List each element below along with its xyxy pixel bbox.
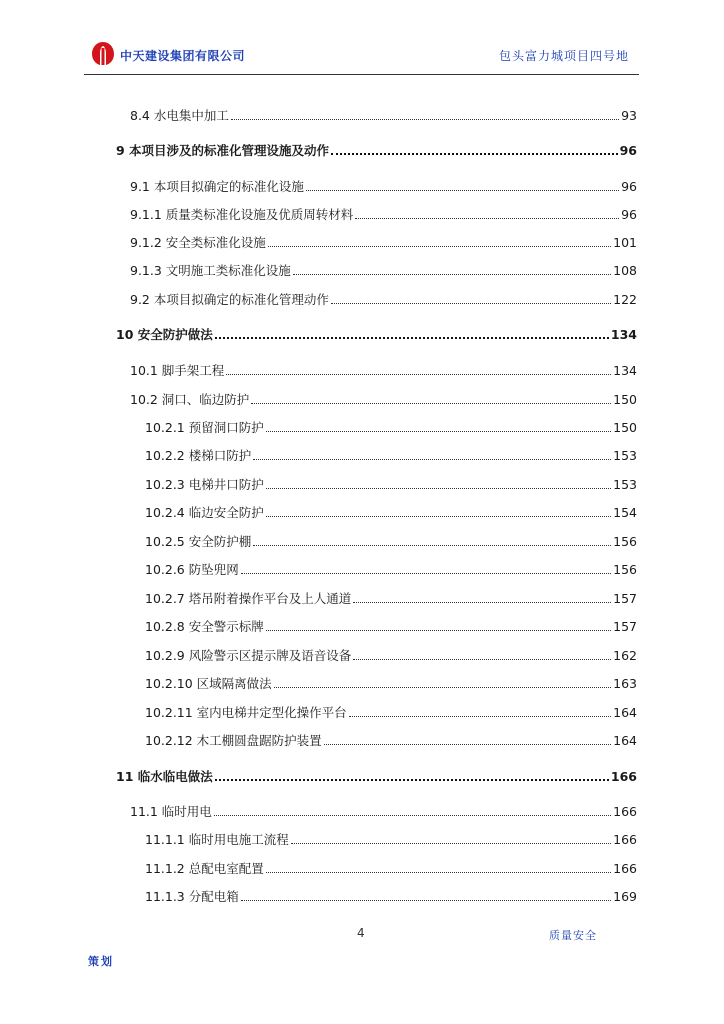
toc-entry[interactable] xyxy=(116,141,637,159)
toc-entry-page: 156 xyxy=(613,562,637,577)
company-name: 中天建设集团有限公司 xyxy=(120,49,246,63)
toc-entry[interactable] xyxy=(130,233,637,251)
toc-entry-title: 10.2.6 防坠兜网 xyxy=(145,562,239,577)
toc-entry-page: 162 xyxy=(613,648,637,663)
toc-dot-leader xyxy=(353,601,611,603)
toc-entry-title: 10.2.9 风险警示区提示牌及语音设备 xyxy=(145,648,352,663)
toc-dot-leader xyxy=(241,899,611,901)
toc-dot-leader xyxy=(293,273,611,275)
toc-entry-title: 10.2.1 预留洞口防护 xyxy=(145,420,264,435)
toc-entry[interactable] xyxy=(145,446,637,464)
toc-entry-title: 11.1.1 临时用电施工流程 xyxy=(145,832,289,847)
toc-dot-leader xyxy=(253,458,611,460)
toc-entry[interactable] xyxy=(145,418,637,436)
toc-entry-page: 96 xyxy=(621,207,637,222)
toc-entry-title: 9.1.1 质量类标准化设施及优质周转材料 xyxy=(130,207,354,222)
toc-entry-page: 166 xyxy=(610,769,637,784)
toc-entry-page: 153 xyxy=(613,448,637,463)
toc-entry[interactable] xyxy=(145,503,637,521)
toc-entry[interactable] xyxy=(130,205,637,223)
toc-entry-page: 96 xyxy=(619,143,637,158)
company-logo-icon xyxy=(90,40,116,66)
toc-entry-page: 157 xyxy=(613,591,637,606)
toc-entry[interactable] xyxy=(145,589,637,607)
toc-dot-leader xyxy=(291,842,611,844)
toc-entry-page: 157 xyxy=(613,619,637,634)
toc-entry-title: 10.2.3 电梯井口防护 xyxy=(145,477,264,492)
toc-dot-leader xyxy=(215,778,609,781)
toc-entry-title: 10.2.5 安全防护棚 xyxy=(145,534,252,549)
toc-entry[interactable] xyxy=(145,703,637,721)
toc-entry-page: 122 xyxy=(613,292,637,307)
toc-entry-title: 11.1.3 分配电箱 xyxy=(145,889,239,904)
toc-entry[interactable] xyxy=(145,617,637,635)
toc-entry-page: 93 xyxy=(621,108,637,123)
toc-entry-page: 134 xyxy=(610,327,637,342)
toc-dot-leader xyxy=(231,118,619,120)
toc-entry-page: 164 xyxy=(613,705,637,720)
toc-entry-title: 10.2.7 塔吊附着操作平台及上人通道 xyxy=(145,591,352,606)
page-header xyxy=(84,38,639,75)
toc-entry[interactable] xyxy=(145,731,637,749)
toc-dot-leader xyxy=(274,686,611,688)
toc-entry[interactable] xyxy=(116,325,637,343)
toc-entry-page: 96 xyxy=(621,179,637,194)
toc-entry-title: 10.2 洞口、临边防护 xyxy=(130,392,250,407)
toc-dot-leader xyxy=(324,743,611,745)
toc-entry-page: 169 xyxy=(613,889,637,904)
toc-entry-page: 150 xyxy=(613,420,637,435)
toc-entry-page: 154 xyxy=(613,505,637,520)
toc-entry-title: 11.1 临时用电 xyxy=(130,804,212,819)
toc-dot-leader xyxy=(253,544,611,546)
toc-entry-page: 164 xyxy=(613,733,637,748)
toc-entry[interactable] xyxy=(145,859,637,877)
toc-entry[interactable] xyxy=(130,261,637,279)
toc-entry-page: 166 xyxy=(613,804,637,819)
toc-dot-leader xyxy=(306,189,619,191)
toc-entry-page: 156 xyxy=(613,534,637,549)
toc-entry-title: 9.2 本项目拟确定的标准化管理动作 xyxy=(130,292,329,307)
project-name: 包头富力城项目四号地 xyxy=(498,49,629,63)
toc-entry-page: 108 xyxy=(613,263,637,278)
page-number: 4 xyxy=(357,926,365,940)
toc-entry-title: 10.2.4 临边安全防护 xyxy=(145,505,264,520)
toc-dot-leader xyxy=(266,629,611,631)
toc-dot-leader xyxy=(331,302,611,304)
footer-left-text: 策划 xyxy=(88,955,114,968)
toc-entry-page: 134 xyxy=(613,363,637,378)
toc-entry[interactable] xyxy=(145,475,637,493)
toc-dot-leader xyxy=(214,814,611,816)
toc-entry-title: 10.2.8 安全警示标牌 xyxy=(145,619,264,634)
toc-dot-leader xyxy=(355,217,619,219)
toc-entry-title: 8.4 水电集中加工 xyxy=(130,108,229,123)
toc-entry-page: 101 xyxy=(613,235,637,250)
toc-entry-title: 10.2.11 室内电梯井定型化操作平台 xyxy=(145,705,347,720)
toc-entry[interactable] xyxy=(145,560,637,578)
toc-entry-page: 166 xyxy=(613,861,637,876)
toc-entry-title: 10.2.10 区域隔离做法 xyxy=(145,676,272,691)
toc-entry[interactable] xyxy=(116,767,637,785)
toc-entry-title: 10.2.12 木工棚圆盘踞防护装置 xyxy=(145,733,322,748)
toc-entry[interactable] xyxy=(145,887,637,905)
toc-entry-title: 10.2.2 楼梯口防护 xyxy=(145,448,252,463)
toc-entry[interactable] xyxy=(130,177,637,195)
toc-entry-page: 153 xyxy=(613,477,637,492)
toc-dot-leader xyxy=(268,245,611,247)
toc-entry-title: 9.1.2 安全类标准化设施 xyxy=(130,235,266,250)
toc-entry[interactable] xyxy=(130,361,637,379)
toc-entry-page: 166 xyxy=(613,832,637,847)
toc-entry-title: 9.1 本项目拟确定的标准化设施 xyxy=(130,179,304,194)
toc-entry-page: 163 xyxy=(613,676,637,691)
toc-dot-leader xyxy=(266,871,611,873)
toc-entry-title: 11 临水临电做法 xyxy=(116,769,213,784)
toc-dot-leader xyxy=(266,487,611,489)
toc-entry[interactable] xyxy=(130,106,637,124)
toc-entry[interactable] xyxy=(130,290,637,308)
toc-dot-leader xyxy=(251,402,611,404)
toc-entry-title: 11.1.2 总配电室配置 xyxy=(145,861,264,876)
toc-dot-leader xyxy=(226,373,611,375)
toc-dot-leader xyxy=(241,572,611,574)
toc-dot-leader xyxy=(266,515,611,517)
toc-entry[interactable] xyxy=(130,802,637,820)
toc-entry[interactable] xyxy=(130,390,637,408)
toc-entry[interactable] xyxy=(145,674,637,692)
toc-entry[interactable] xyxy=(145,532,637,550)
toc-dot-leader xyxy=(349,715,611,717)
toc-entry-page: 150 xyxy=(613,392,637,407)
toc-entry[interactable] xyxy=(145,830,637,848)
toc-dot-leader xyxy=(266,430,611,432)
toc-dot-leader xyxy=(215,336,609,339)
toc-dot-leader xyxy=(353,658,611,660)
footer-right-text: 质量安全 xyxy=(549,929,597,942)
toc-entry-title: 10 安全防护做法 xyxy=(116,327,213,342)
toc-entry[interactable] xyxy=(145,646,637,664)
toc-entry-title: 9 本项目涉及的标准化管理设施及动作 xyxy=(116,143,330,158)
toc-entry-title: 10.1 脚手架工程 xyxy=(130,363,225,378)
toc-dot-leader xyxy=(331,152,618,155)
toc-entry-title: 9.1.3 文明施工类标准化设施 xyxy=(130,263,291,278)
